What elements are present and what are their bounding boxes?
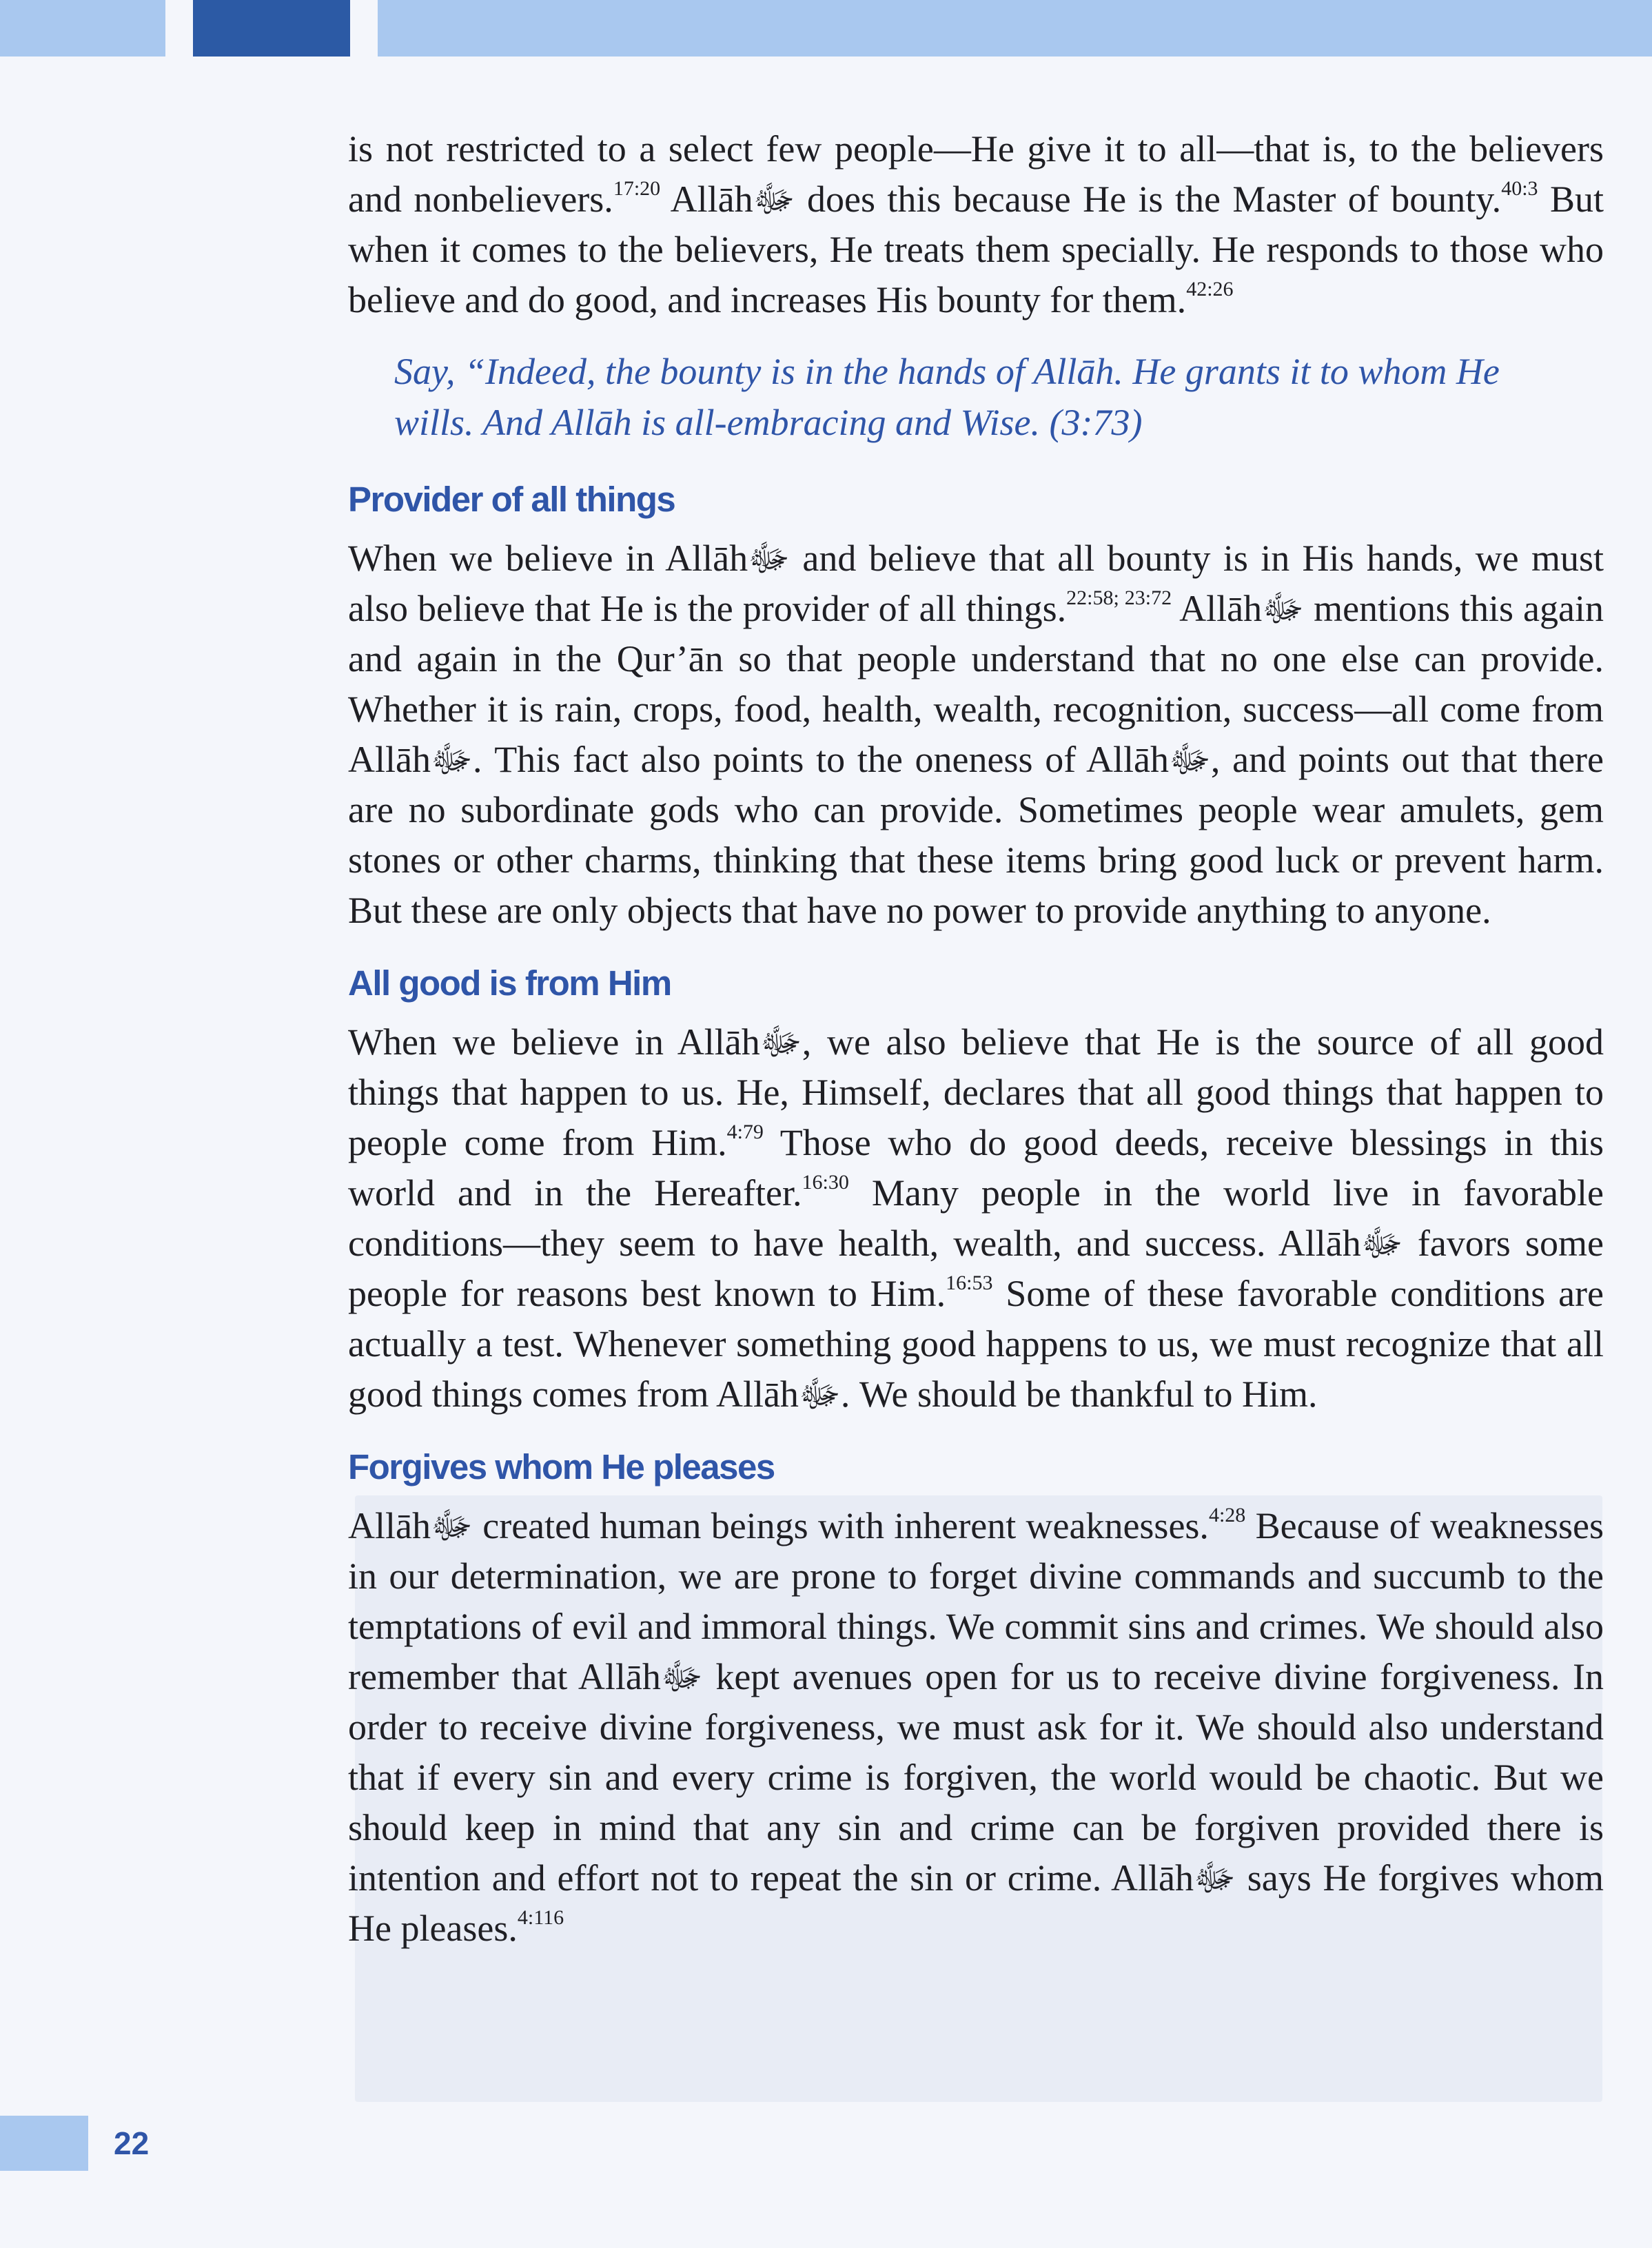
text-run: Allāhﷻ does this because He is the Master of bounty. xyxy=(660,178,1502,220)
text-run: is not restricted to a select few people—He give it to all—that is, to the believers and nonbelievers. xyxy=(348,128,1604,220)
paragraph-all-good xyxy=(348,1017,1604,1420)
page-number: 22 xyxy=(114,2125,150,2161)
heading-forgives: Forgives whom He pleases xyxy=(348,1447,775,1486)
verse-reference: 16:53 xyxy=(946,1271,993,1294)
paragraph-provider xyxy=(348,533,1604,936)
header-band-right xyxy=(378,0,1652,57)
text-run: Allāhﷻ mentions this again and again in the Qur’ān so that people understand that no one else can provide. Whether it is rain, crops, food, health, wealth, recognition, success—all come from Allāhﷻ. This fact also points to the oneness of Allāhﷻ, and points out that there are no subordinate gods who can provide. Sometimes people wear amulets, gem stones or other charms, thinking that these items bring good luck or prevent harm. But these are only objects that have no power to provide anything to anyone. xyxy=(348,588,1604,931)
verse-reference: 4:28 xyxy=(1208,1504,1246,1526)
verse-reference: 4:79 xyxy=(726,1121,764,1143)
heading-provider: Provider of all things xyxy=(348,480,675,519)
header-band-dark-tab xyxy=(193,0,350,57)
text-run: When we believe in Allāhﷻ, we also believe that He is the source of all good things that happen to us. He, Himself, declares that all good things that happen to people come from Him. xyxy=(348,1021,1604,1163)
text-run: Allāhﷻ created human beings with inherent weaknesses. xyxy=(348,1505,1209,1546)
text-run: When we believe in Allāhﷻ and believe that all bounty is in His hands, we must also believe that He is the provider of all things. xyxy=(348,538,1604,629)
verse-reference: 4:116 xyxy=(517,1906,564,1929)
verse-reference: 40:3 xyxy=(1501,177,1538,200)
text-run: Many people in the world live in favorable conditions—they seem to have health, wealth, and success. Allāhﷻ favors some people for reasons best known to Him. xyxy=(348,1172,1604,1314)
text-run: Those who do good deeds, receive blessings in this world and in the Hereafter. xyxy=(348,1122,1604,1214)
quran-quote: Say, “Indeed, the bounty is in the hands of Allāh. He grants it to whom He wills. And Allāh is all-embracing and Wise. (3:73) xyxy=(394,351,1500,443)
heading-all-good: All good is from Him xyxy=(348,963,671,1003)
header-band-left xyxy=(0,0,165,57)
text-run: Because of weaknesses in our determination, we are prone to forget divine commands and succumb to the temptations of evil and immoral things. We commit sins and crimes. We should also remember that Allāhﷻ kept avenues open for us to receive divine forgiveness. In order to receive divine forgiveness, we must ask for it. We should also understand that if every sin and every crime is forgiven, the world would be chaotic. But we should keep in mind that any sin and crime can be forgiven provided there is intention and effort not to repeat the sin or crime. Allāhﷻ says He forgives whom He pleases. xyxy=(348,1505,1604,1949)
verse-reference: 22:58; 23:72 xyxy=(1066,586,1172,609)
verse-reference: 42:26 xyxy=(1186,278,1234,300)
paragraph-bounty xyxy=(348,124,1604,325)
verse-reference: 17:20 xyxy=(613,177,661,200)
text-run: Some of these favorable conditions are actually a test. Whenever something good happens to us, we must recognize that all good things comes from Allāhﷻ. We should be thankful to Him. xyxy=(348,1273,1604,1415)
verse-reference: 16:30 xyxy=(802,1171,849,1194)
paragraph-forgives xyxy=(348,1501,1604,1954)
page-body xyxy=(348,124,1604,1974)
text-run: But when it comes to the believers, He treats them specially. He responds to those who believe and do good, and increases His bounty for them. xyxy=(348,178,1604,320)
folio-band xyxy=(0,2116,88,2171)
